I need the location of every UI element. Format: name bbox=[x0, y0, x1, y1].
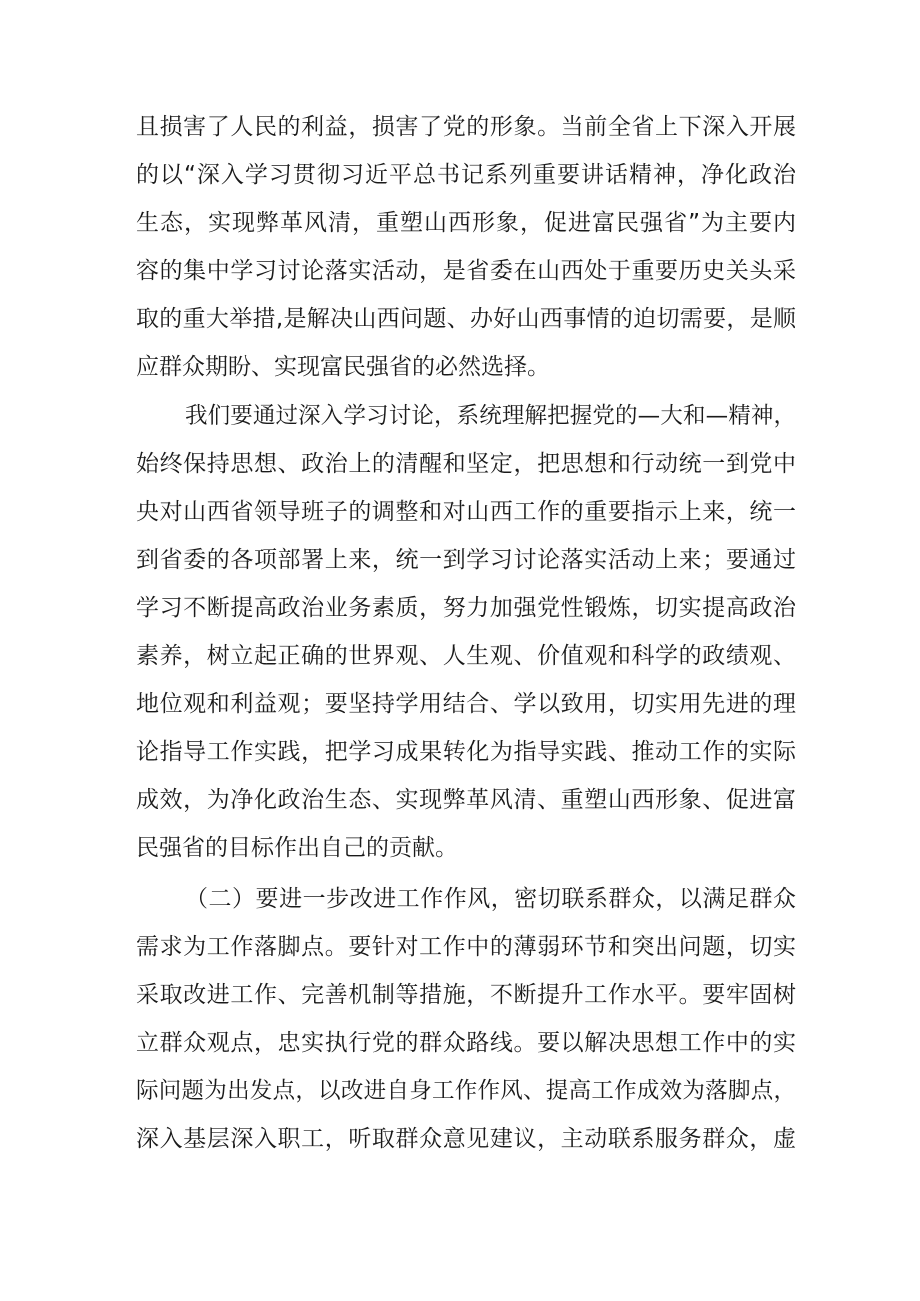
text-line: 素养，树立起正确的世界观、人生观、价值观和科学的政绩观、 bbox=[136, 643, 796, 669]
text-line: 采取改进工作、完善机制等措施，不断提升工作水平。要牢固树 bbox=[136, 982, 796, 1008]
text-line: 论指导工作实践，把学习成果转化为指导实践、推动工作的实际 bbox=[136, 739, 796, 765]
text-line: 且损害了人民的利益，损害了党的形象。当前全省上下深入开展 bbox=[136, 114, 796, 140]
text-line: 深入基层深入职工，听取群众意见建议，主动联系服务群众，虚 bbox=[136, 1126, 796, 1152]
text-line: （二）要进一步改进工作作风，密切联系群众，以满足群众 bbox=[185, 886, 796, 912]
text-line: 始终保持思想、政治上的清醒和坚定，把思想和行动统一到党中 bbox=[136, 451, 796, 477]
text-line: 际问题为出发点，以改进自身工作作风、提高工作成效为落脚点， bbox=[136, 1078, 796, 1104]
text-line: 成效，为净化政治生态、实现弊革风清、重塑山西形象、促进富 bbox=[136, 787, 796, 813]
text-line: 到省委的各项部署上来，统一到学习讨论落实活动上来；要通过 bbox=[136, 547, 796, 573]
text-line: 需求为工作落脚点。要针对工作中的薄弱环节和突出问题，切实 bbox=[136, 934, 796, 960]
text-line: 地位观和利益观；要坚持学用结合、学以致用，切实用先进的理 bbox=[136, 691, 796, 717]
text-line: 民强省的目标作出自己的贡献。 bbox=[136, 835, 458, 861]
text-line: 我们要通过深入学习讨论，系统理解把握党的—大和—精神， bbox=[185, 403, 796, 429]
text-line: 生态，实现弊革风清，重塑山西形象，促进富民强省”为主要内 bbox=[136, 210, 796, 236]
text-line: 容的集中学习讨论落实活动，是省委在山西处于重要历史关头采 bbox=[136, 258, 796, 284]
text-line: 取的重大举措,是解决山西问题、办好山西事情的迫切需要，是顺 bbox=[136, 306, 796, 332]
text-line: 立群众观点，忠实执行党的群众路线。要以解决思想工作中的实 bbox=[136, 1030, 796, 1056]
text-line: 应群众期盼、实现富民强省的必然选择。 bbox=[136, 354, 550, 380]
text-line: 学习不断提高政治业务素质，努力加强党性锻炼，切实提高政治 bbox=[136, 595, 796, 621]
text-line: 的以“深入学习贯彻习近平总书记系列重要讲话精神，净化政治 bbox=[136, 162, 796, 188]
text-line: 央对山西省领导班子的调整和对山西工作的重要指示上来，统一 bbox=[136, 499, 796, 525]
